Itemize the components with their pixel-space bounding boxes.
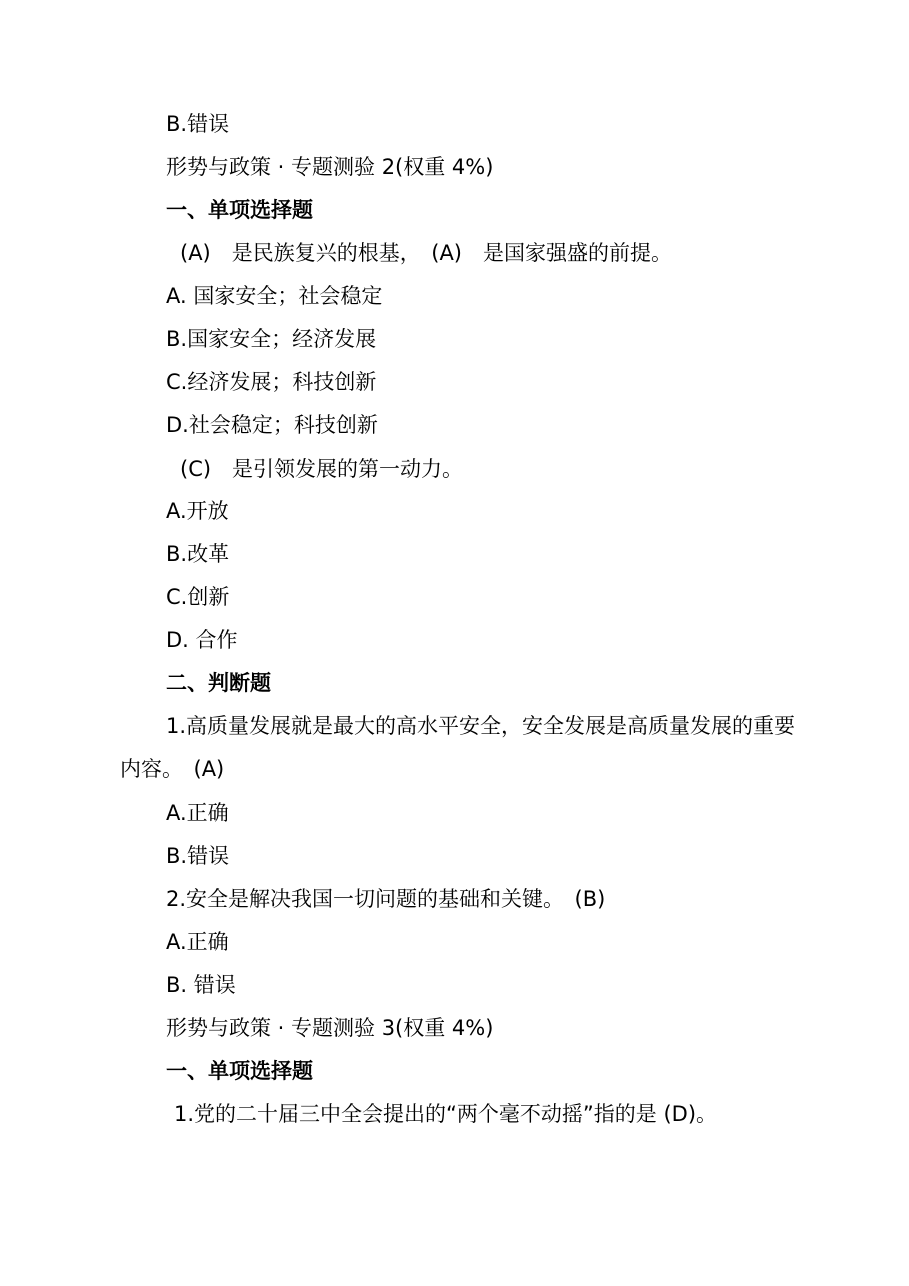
quiz-2-title: 形势与政策 · 专题测验 2(权重 4%) bbox=[166, 155, 494, 179]
section-single-choice-heading: 一、单项选择题 bbox=[166, 198, 313, 222]
option-b-wrong: B. 错误 bbox=[166, 973, 236, 997]
section-single-choice-heading: 一、单项选择题 bbox=[166, 1059, 313, 1083]
option-d: D. 合作 bbox=[166, 628, 238, 652]
quiz-3-title: 形势与政策 · 专题测验 3(权重 4%) bbox=[166, 1016, 494, 1040]
option-b-wrong: B.错误 bbox=[166, 844, 230, 868]
option-b-wrong: B.错误 bbox=[166, 112, 230, 136]
option-b: B.改革 bbox=[166, 542, 230, 566]
option-a-correct: A.正确 bbox=[166, 801, 229, 825]
option-b: B.国家安全；经济发展 bbox=[166, 327, 377, 351]
judgment-question-1: 1.高质量发展就是最大的高水平安全，安全发展是高质量发展的重要内容。 (A) bbox=[120, 714, 796, 781]
option-a: A. 国家安全；社会稳定 bbox=[166, 284, 383, 308]
section-judgment-heading: 二、判断题 bbox=[166, 671, 271, 695]
question-text: (A) 是民族复兴的根基， (A) 是国家强盛的前提。 bbox=[180, 241, 673, 265]
option-d: D.社会稳定；科技创新 bbox=[166, 413, 378, 437]
option-c: C.经济发展；科技创新 bbox=[166, 370, 377, 394]
option-c: C.创新 bbox=[166, 585, 230, 609]
question-text: 1.党的二十届三中全会提出的“两个毫不动摇”指的是 (D)。 bbox=[174, 1102, 718, 1126]
question-text: (C) 是引领发展的第一动力。 bbox=[180, 457, 464, 481]
option-a: A.开放 bbox=[166, 499, 229, 523]
option-a-correct: A.正确 bbox=[166, 930, 229, 954]
judgment-question-2: 2.安全是解决我国一切问题的基础和关键。 (B) bbox=[166, 887, 606, 911]
